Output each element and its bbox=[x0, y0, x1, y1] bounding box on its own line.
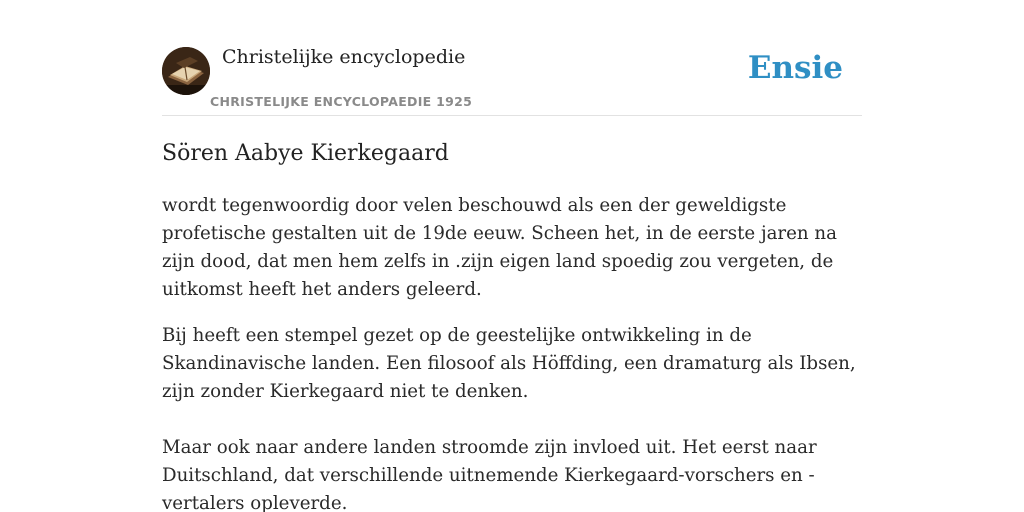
article bbox=[162, 138, 862, 512]
article-paragraph: Maar ook naar andere landen stroomde zijn invloed uit. Het eerst naar Duitschland, dat verschillende uitnemende Kierkegaard-vorschers en -vertalers opleverde. bbox=[162, 437, 817, 512]
article-title: Sören Aabye Kierkegaard bbox=[162, 141, 449, 166]
source-title[interactable]: Christelijke encyclopedie bbox=[222, 46, 466, 68]
source-subtitle: CHRISTELIJKE ENCYCLOPAEDIE 1925 bbox=[210, 94, 473, 109]
article-paragraph: Bij heeft een stempel gezet op de geestelijke ontwikkeling in de Skandinavische landen. Een filosoof als Höffding, een dramaturg als Ibsen, zijn zonder Kierkegaard niet te denken. bbox=[162, 325, 856, 402]
ensie-logo[interactable]: Ensie bbox=[747, 50, 843, 86]
article-paragraph: wordt tegenwoordig door velen beschouwd als een der geweldigste profetische gestalten uit de 19de eeuw. Scheen het, in de eerste jaren na zijn dood, dat men hem zelfs in .zijn eigen land spoedig zou vergeten, de uitkomst heeft het anders geleerd. bbox=[162, 195, 837, 300]
book-photo-icon[interactable] bbox=[162, 47, 210, 95]
source-header bbox=[162, 40, 862, 116]
